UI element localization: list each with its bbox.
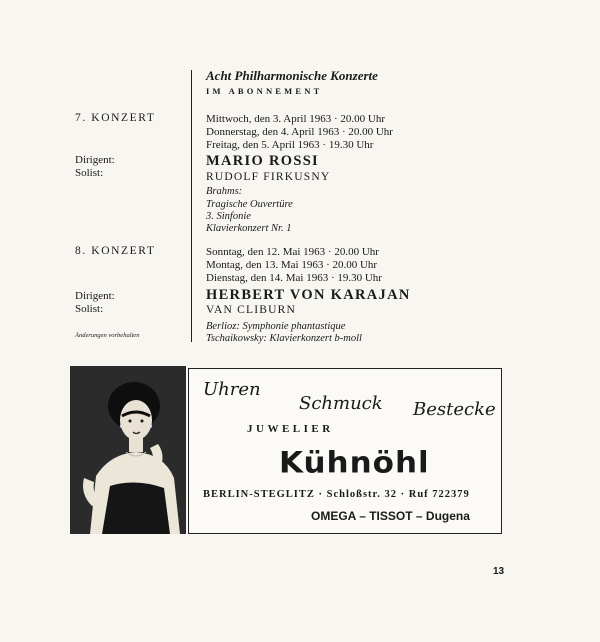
concert-8-date-1: Sonntag, den 12. Mai 1963 · 20.00 Uhr bbox=[206, 246, 379, 258]
concert-7-program-4: Klavierkonzert Nr. 1 bbox=[206, 223, 292, 234]
ad-juwelier: JUWELIER bbox=[247, 423, 334, 435]
concert-7-label: 7. KONZERT bbox=[75, 112, 156, 124]
concert-7-program-3: 3. Sinfonie bbox=[206, 211, 251, 222]
concert-7-conductor-label: Dirigent: bbox=[75, 154, 115, 166]
concert-7-date-2: Donnerstag, den 4. April 1963 · 20.00 Uhr bbox=[206, 126, 393, 138]
woman-illustration-graphic bbox=[70, 366, 186, 534]
concert-7-program-1: Brahms: bbox=[206, 186, 243, 197]
ad-watch-brands: OMEGA – TISSOT – Dugena bbox=[311, 509, 470, 523]
concert-8-label: 8. KONZERT bbox=[75, 245, 156, 257]
ad-word-bestecke: Bestecke bbox=[413, 399, 496, 420]
concert-7-soloist-label: Solist: bbox=[75, 167, 104, 179]
concert-8-date-3: Dienstag, den 14. Mai 1963 · 19.30 Uhr bbox=[206, 272, 382, 284]
advertisement-text-box bbox=[188, 368, 502, 534]
ad-word-uhren: Uhren bbox=[203, 379, 261, 400]
concert-8-soloist-label: Solist: bbox=[75, 303, 104, 315]
page-number: 13 bbox=[493, 566, 505, 577]
ad-brand-name: Kühnöhl bbox=[279, 445, 430, 481]
jeweler-advertisement bbox=[70, 366, 502, 534]
concert-7-program-2: Tragische Ouvertüre bbox=[206, 199, 293, 210]
page-subheading: IM ABONNEMENT bbox=[206, 86, 323, 96]
concert-8-date-2: Montag, den 13. Mai 1963 · 20.00 Uhr bbox=[206, 259, 378, 271]
woman-illustration bbox=[70, 366, 186, 534]
ad-address: BERLIN-STEGLITZ · Schloßstr. 32 · Ruf 722379 bbox=[203, 489, 470, 500]
concert-7-date-3: Freitag, den 5. April 1963 · 19.30 Uhr bbox=[206, 139, 374, 151]
concert-8-conductor-label: Dirigent: bbox=[75, 290, 115, 302]
page-heading: Acht Philharmonische Konzerte bbox=[206, 68, 378, 83]
concert-8-program-2: Tschaikowsky: Klavierkonzert b-moll bbox=[206, 333, 362, 344]
concert-7-date-1: Mittwoch, den 3. April 1963 · 20.00 Uhr bbox=[206, 113, 386, 125]
ad-word-schmuck: Schmuck bbox=[299, 393, 383, 414]
concert-7-conductor: MARIO ROSSI bbox=[206, 153, 319, 169]
concert-8-program-1: Berlioz: Symphonie phantastique bbox=[206, 321, 346, 332]
column-divider bbox=[191, 70, 192, 342]
concert-8-conductor: HERBERT VON KARAJAN bbox=[206, 287, 411, 303]
concert-7-soloist: RUDOLF FIRKUSNY bbox=[206, 171, 331, 183]
concert-8-soloist: VAN CLIBURN bbox=[206, 304, 296, 316]
changes-reserved-note: Änderungen vorbehalten bbox=[75, 332, 140, 339]
